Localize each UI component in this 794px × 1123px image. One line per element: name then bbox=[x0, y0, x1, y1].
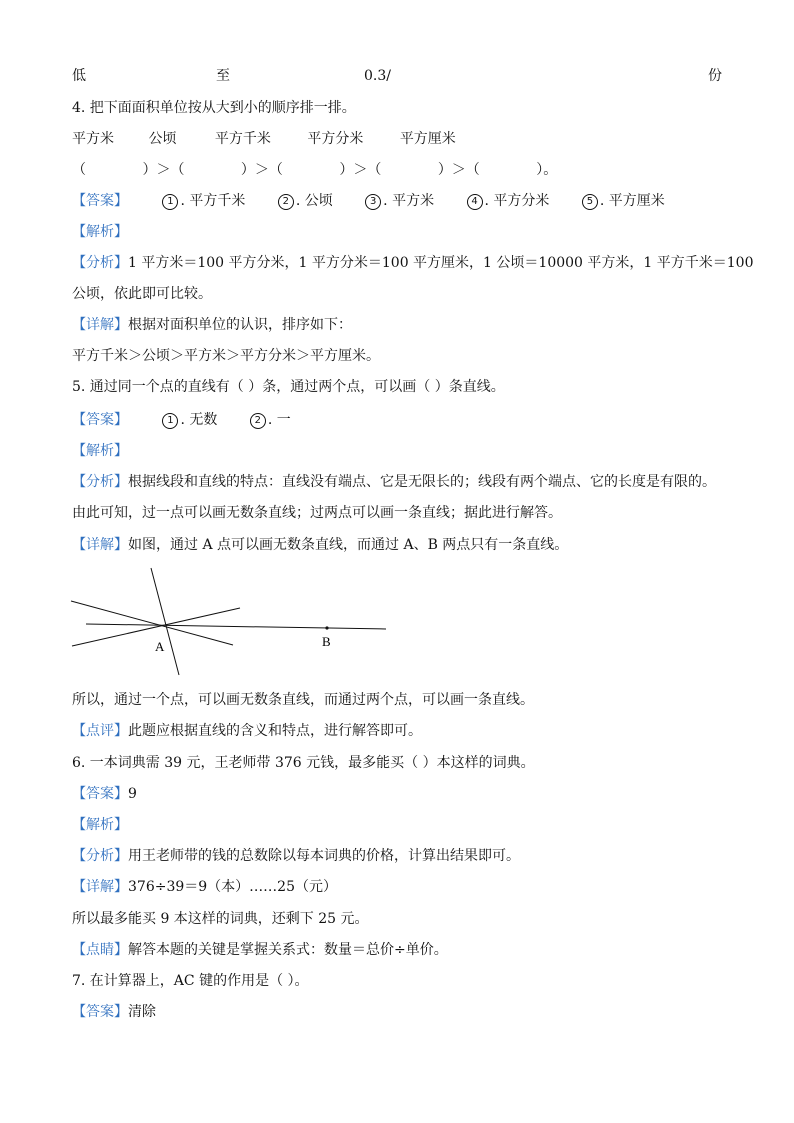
q4-fenxi-2: 公顷，依此即可比较。 bbox=[72, 286, 212, 302]
q4-answer-2: . 公顷 bbox=[295, 193, 333, 209]
q4-answer-row bbox=[72, 191, 665, 211]
q5-answer-tag: 【答案】 bbox=[72, 412, 128, 428]
q5-answer-row bbox=[72, 410, 291, 430]
q4-fenxi-text-1: 1 平方米＝100 平方分米，1 平方分米＝100 平方厘米，1 公顷＝10000 平方米，1 平方千米＝100 bbox=[128, 255, 754, 271]
q4-answer-3: . 平方米 bbox=[383, 193, 435, 209]
q6-jiexi-tag: 【解析】 bbox=[72, 817, 128, 833]
q4-blanks bbox=[72, 160, 557, 180]
q5-xiangjie bbox=[72, 535, 568, 555]
q5-dianping-tag: 【点评】 bbox=[72, 723, 128, 739]
q6-answer: 9 bbox=[128, 786, 137, 802]
q6-fenxi-text: 用王老师带的钱的总数除以每本词典的价格，计算出结果即可。 bbox=[128, 848, 520, 864]
q6-dianjing-tag: 【点睛】 bbox=[72, 942, 128, 958]
q4-blank-sep-3: ）＞（ bbox=[339, 162, 382, 178]
q6-fenxi bbox=[72, 846, 520, 866]
point-b-label: B bbox=[322, 634, 331, 649]
q5-fenxi-1 bbox=[72, 472, 716, 492]
q4-blank-end: ）。 bbox=[536, 162, 558, 178]
q6-question: 6. 一本词典需 39 元，王老师带 376 元钱，最多能买（ ）本这样的词典。 bbox=[72, 755, 535, 771]
q4-jiexi-tag: 【解析】 bbox=[72, 224, 128, 240]
q4-blank-sep-4: ）＞（ bbox=[437, 162, 480, 178]
q4-xiangjie bbox=[72, 315, 352, 335]
q5-dianping bbox=[72, 721, 422, 741]
q5-answer-num-1: 1 bbox=[162, 413, 178, 429]
q4-answer-num-1: 1 bbox=[162, 194, 178, 210]
q6-dianjing bbox=[72, 940, 448, 960]
point-a-label: A bbox=[155, 639, 165, 654]
q4-unit-2: 公顷 bbox=[148, 131, 177, 147]
q5-conclusion: 所以，通过一个点，可以画无数条直线，而通过两个点，可以画一条直线。 bbox=[72, 692, 534, 708]
top-row-text-4: 份 bbox=[708, 68, 722, 84]
top-row-text-3: 0.3/ bbox=[364, 68, 391, 84]
q7-question: 7. 在计算器上，AC 键的作用是（ ）。 bbox=[72, 973, 309, 989]
q6-fenxi-tag: 【分析】 bbox=[72, 848, 128, 864]
q4-xiangjie-tag: 【详解】 bbox=[72, 317, 128, 333]
q4-fenxi-1 bbox=[72, 253, 753, 273]
point-b-dot bbox=[325, 626, 328, 629]
q5-jiexi-tag: 【解析】 bbox=[72, 443, 128, 459]
top-row-text-1: 低 bbox=[72, 68, 86, 84]
q4-answer-num-4: 4 bbox=[467, 194, 483, 210]
q4-unit-4: 平方分米 bbox=[307, 131, 364, 147]
q4-unit-1: 平方米 bbox=[72, 131, 114, 147]
q6-conclusion: 所以最多能买 9 本这样的词典，还剩下 25 元。 bbox=[72, 911, 369, 927]
line-steep bbox=[151, 568, 179, 675]
q6-answer-tag: 【答案】 bbox=[72, 786, 128, 802]
q7-answer: 清除 bbox=[128, 1004, 156, 1020]
q4-xiangjie-text: 根据对面积单位的认识，排序如下： bbox=[128, 317, 352, 333]
q4-unit-3: 平方千米 bbox=[214, 131, 271, 147]
q4-answer-num-5: 5 bbox=[582, 194, 598, 210]
q5-xiangjie-tag: 【详解】 bbox=[72, 537, 128, 553]
q6-dianjing-text: 解答本题的关键是掌握关系式：数量＝总价÷单价。 bbox=[128, 942, 448, 958]
q4-answer-5: . 平方厘米 bbox=[599, 193, 665, 209]
q7-answer-row bbox=[72, 1002, 156, 1022]
q5-fenxi-tag: 【分析】 bbox=[72, 474, 128, 490]
q5-answer-2: . 一 bbox=[267, 412, 291, 428]
q5-dianping-text: 此题应根据直线的含义和特点，进行解答即可。 bbox=[128, 723, 422, 739]
q4-answer-4: . 平方分米 bbox=[484, 193, 550, 209]
q5-fenxi-2: 由此可知，过一点可以画无数条直线；过两点可以画一条直线；据此进行解答。 bbox=[72, 505, 562, 521]
q7-answer-tag: 【答案】 bbox=[72, 1004, 128, 1020]
top-row-text-2: 至 bbox=[216, 68, 230, 84]
q4-blank-sep-1: ）＞（ bbox=[142, 162, 185, 178]
q4-answer-num-3: 3 bbox=[365, 194, 381, 210]
q6-answer-row bbox=[72, 784, 137, 804]
q5-fenxi-text-1: 根据线段和直线的特点：直线没有端点、它是无限长的；线段有两个端点、它的长度是有限的。 bbox=[128, 474, 716, 490]
line-through-a-b bbox=[86, 624, 386, 629]
q6-xiangjie-text: 376÷39＝9（本）……25（元） bbox=[128, 879, 337, 895]
q4-answer-1: . 平方千米 bbox=[180, 193, 246, 209]
q5-question: 5. 通过同一个点的直线有（ ）条，通过两个点，可以画（ ）条直线。 bbox=[72, 379, 505, 395]
q4-answer-num-2: 2 bbox=[278, 194, 294, 210]
q4-order: 平方千米＞公顷＞平方米＞平方分米＞平方厘米。 bbox=[72, 348, 380, 364]
q4-answer-tag: 【答案】 bbox=[72, 193, 128, 209]
q4-blank-sep-2: ）＞（ bbox=[240, 162, 283, 178]
q5-answer-num-2: 2 bbox=[250, 413, 266, 429]
line-falling bbox=[71, 601, 233, 645]
q4-question: 4. 把下面面积单位按从大到小的顺序排一排。 bbox=[72, 100, 356, 116]
q6-xiangjie-tag: 【详解】 bbox=[72, 879, 128, 895]
q4-blank-open: （ bbox=[72, 162, 86, 178]
q4-units bbox=[72, 129, 456, 149]
q6-xiangjie bbox=[72, 877, 337, 897]
q4-unit-5: 平方厘米 bbox=[399, 131, 456, 147]
q4-fenxi-tag: 【分析】 bbox=[72, 255, 128, 271]
q5-xiangjie-text: 如图，通过 A 点可以画无数条直线，而通过 A、B 两点只有一条直线。 bbox=[128, 537, 569, 553]
q5-answer-1: . 无数 bbox=[180, 412, 218, 428]
lines-through-point-diagram bbox=[68, 565, 398, 680]
